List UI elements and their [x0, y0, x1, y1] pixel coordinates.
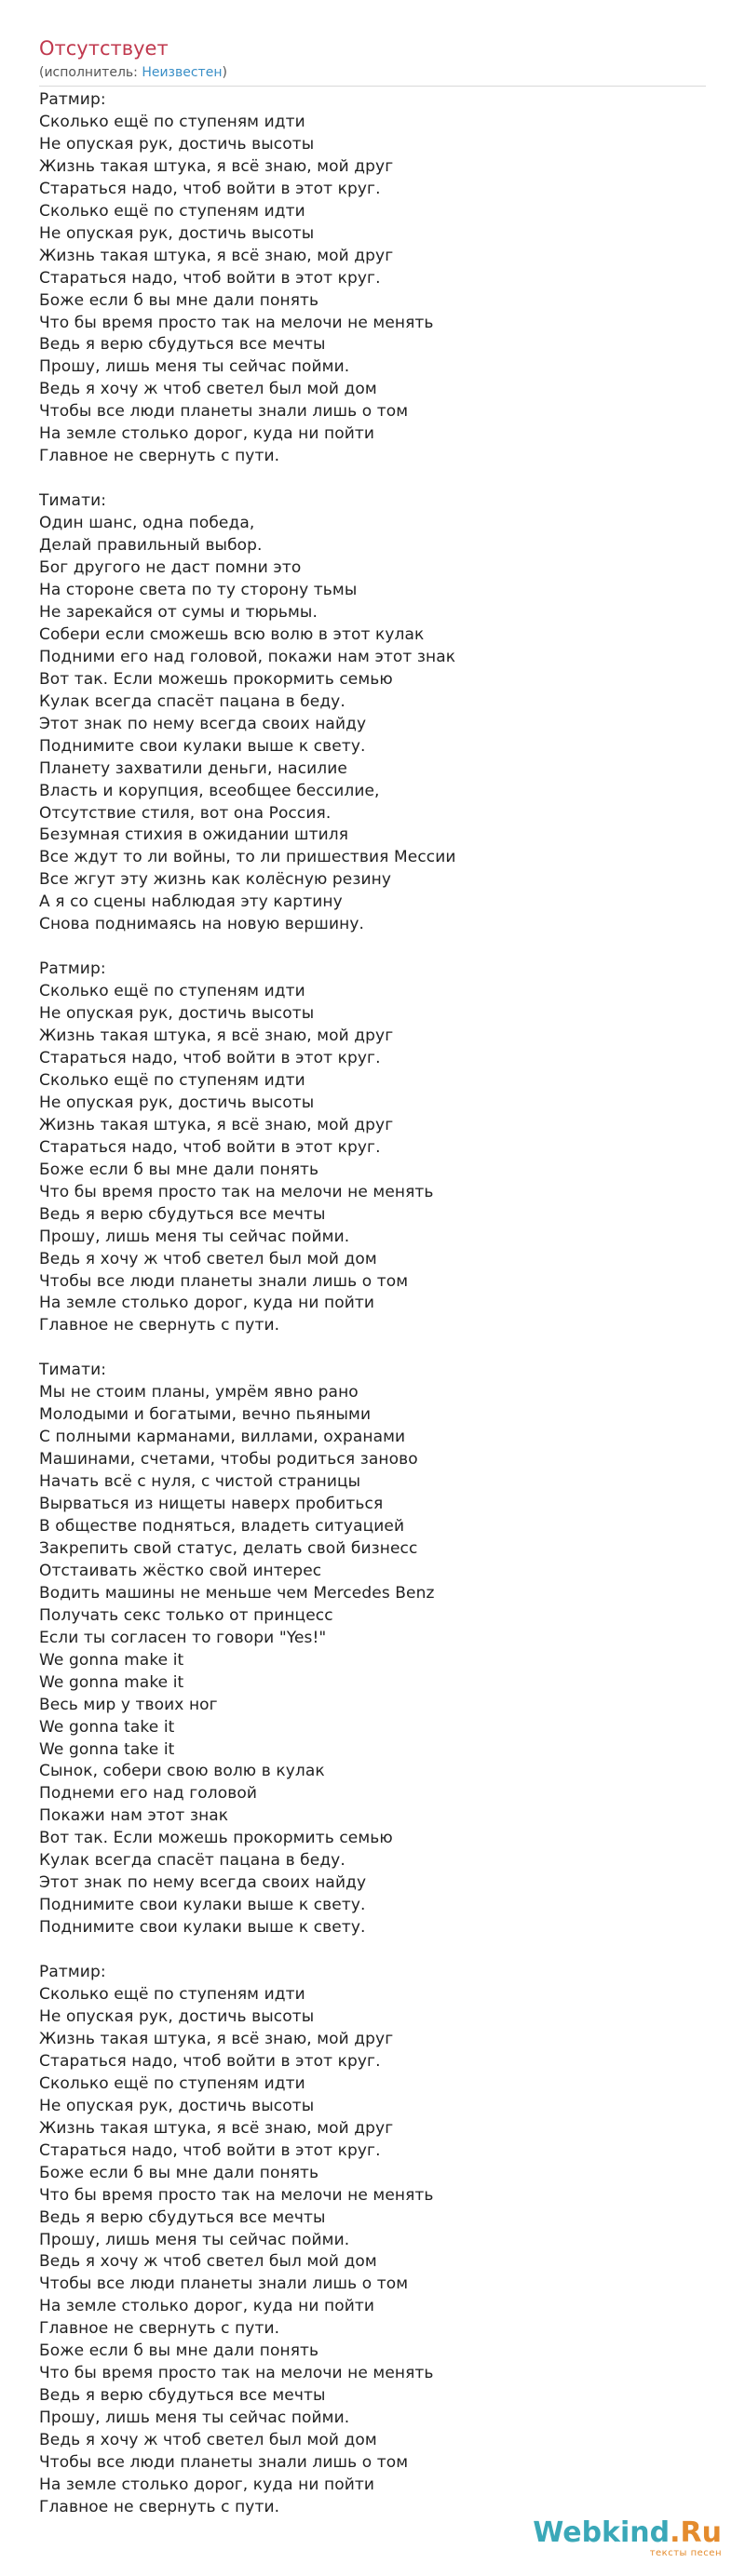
logo-wordmark [533, 2518, 722, 2548]
logo-name: Webkind [533, 2516, 670, 2549]
lyrics-text: Ратмир: Сколько ещё по ступеням идти Не опуская рук, достичь высоты Жизнь такая штука, я всё знаю, мой друг Стараться надо, чтоб войти в этот круг. Сколько ещё по ступеням идти Не опуская рук, достичь высоты Жизнь такая штука, я всё знаю, мой друг Стараться надо, чтоб войти в этот круг. Боже если б вы мне дали понять Что бы время просто так на мелочи не менять Ведь я верю сбудуться все мечты Прошу, лишь меня ты сейчас пойми. Ведь я хочу ж чтоб светел был мой дом Чтобы все люди планеты знали лишь о том На земле столько дорог, куда ни пойти Главное не свернуть с пути. Тимати: Один шанс, одна победа, Делай правильный выбор. Бог другого не даст помни это На стороне света по ту сторону тьмы Не зарекайся от сумы и тюрьмы. Собери если сможешь всю волю в этот кулак Подними его над головой, покажи нам этот знак Вот так. Если можешь прокормить семью Кулак всегда спасёт пацана в беду. Этот знак по нему всегда своих найду Поднимите свои кулаки выше к свету. Планету захватили деньги, насилие Власть и корупция, всеобщее бессилие, Отсутствие стиля, вот она Россия. Безумная стихия в ожидании штиля Все ждут то ли войны, то ли пришествия Мессии Все жгут эту жизнь как колёсную резину А я со сцены наблюдая эту картину Снова поднимаясь на новую вершину. Ратмир: Сколько ещё по ступеням идти Не опуская рук, достичь высоты Жизнь такая штука, я всё знаю, мой друг Стараться надо, чтоб войти в этот круг. Сколько ещё по ступеням идти Не опуская рук, достичь высоты Жизнь такая штука, я всё знаю, мой друг Стараться надо, чтоб войти в этот круг. Боже если б вы мне дали понять Что бы время просто так на мелочи не менять Ведь я верю сбудуться все мечты Прошу, лишь меня ты сейчас пойми. Ведь я хочу ж чтоб светел был мой дом Чтобы все люди планеты знали лишь о том На земле столько дорог, куда ни пойти Главное не свернуть с пути. Тимати: Мы не стоим планы, умрём явно рано Молодыми и богатыми, вечно пьяными С полными карманами, виллами, охранами Машинами, счетами, чтобы родиться заново Начать всё с нуля, с чистой страницы Вырваться из нищеты наверх пробиться В обществе подняться, владеть ситуацией Закрепить свой статус, делать свой бизнесс Отстаивать жёстко свой интерес Водить машины не меньше чем Mercedes Benz Получать секс только от принцесс Если ты согласен то говори "Yes!" We gonna make it We gonna make it Весь мир у твоих ног We gonna take it We gonna take it Сынок, собери свою волю в кулак Поднеми его над головой Покажи нам этот знак Вот так. Если можешь прокормить семью Кулак всегда спасёт пацана в беду. Этот знак по нему всегда своих найду Поднимите свои кулаки выше к свету. Поднимите свои кулаки выше к свету. Ратмир: Сколько ещё по ступеням идти Не опуская рук, достичь высоты Жизнь такая штука, я всё знаю, мой друг Стараться надо, чтоб войти в этот круг. Сколько ещё по ступеням идти Не опуская рук, достичь высоты Жизнь такая штука, я всё знаю, мой друг Стараться надо, чтоб войти в этот круг. Боже если б вы мне дали понять Что бы время просто так на мелочи не менять Ведь я верю сбудуться все мечты Прошу, лишь меня ты сейчас пойми. Ведь я хочу ж чтоб светел был мой дом Чтобы все люди планеты знали лишь о том На земле столько дорог, куда ни пойти Главное не свернуть с пути. Боже если б вы мне дали понять Что бы время просто так на мелочи не менять Ведь я верю сбудуться все мечты Прошу, лишь меня ты сейчас пойми. Ведь я хочу ж чтоб светел был мой дом Чтобы все люди планеты знали лишь о том На земле столько дорог, куда ни пойти Главное не свернуть с пути. [39, 90, 456, 2516]
artist-prefix: (исполнитель: [39, 65, 142, 80]
artist-link[interactable]: Неизвестен [142, 65, 223, 80]
header-divider [39, 86, 706, 87]
song-header [39, 35, 706, 82]
artist-line [39, 63, 706, 82]
logo-tld: .Ru [670, 2516, 722, 2549]
site-logo[interactable] [533, 2518, 722, 2559]
artist-suffix: ) [222, 65, 227, 80]
song-title: Отсутствует [39, 37, 169, 60]
logo-tagline: тексты песен [649, 2548, 722, 2558]
